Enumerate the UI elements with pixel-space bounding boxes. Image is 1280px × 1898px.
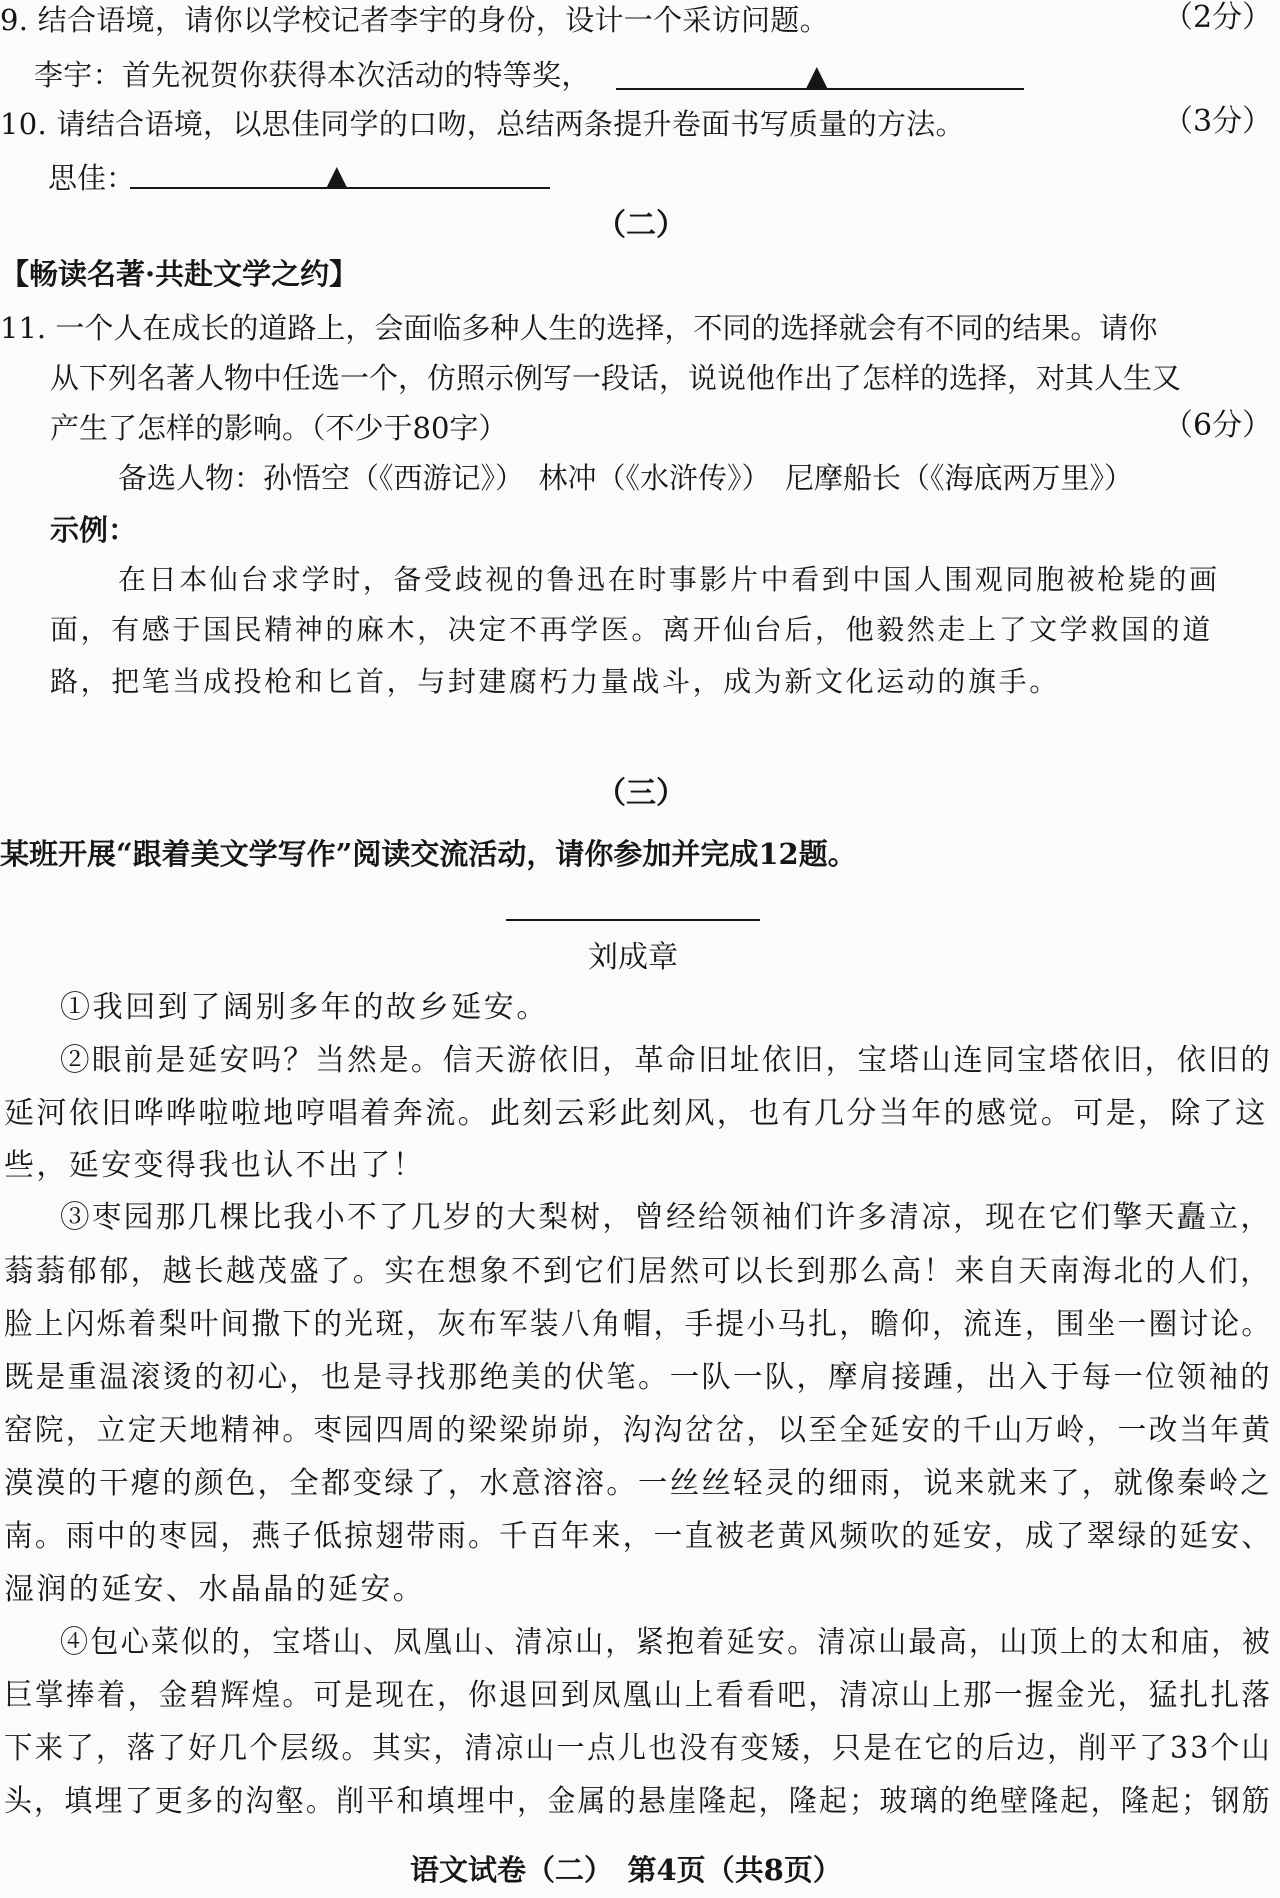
passage-line-9: 窑院，立定天地精神。枣园四周的梁梁峁峁，沟沟岔岔，以至全延安的千山万岭，一改当年黄 <box>4 1413 1273 1448</box>
passage-line-3: 延河依旧哗哗啦啦地哼唱着奔流。此刻云彩此刻风，也有几分当年的感觉。可是，除了这 <box>4 1096 1268 1131</box>
q9-score: （2分） <box>1163 0 1273 35</box>
passage-line-7: 脸上闪烁着梨叶间撒下的光斑，灰布军装八角帽，手提小马扎，瞻仰，流连，围坐一圈讨论。 <box>4 1307 1273 1342</box>
q9-answer-prefix: 李宇：首先祝贺你获得本次活动的特等奖， <box>34 58 591 92</box>
q11-score: （6分） <box>1163 408 1273 443</box>
passage-line-10: 漠漠的干瘪的颜色，全都变绿了，水意溶溶。一丝丝轻灵的细雨，说来就来了，就像秦岭之 <box>4 1466 1273 1501</box>
q9-marker-icon: ▲ <box>806 59 828 92</box>
passage-line-12: 湿润的延安、水晶晶的延安。 <box>4 1572 426 1607</box>
passage-line-8: 既是重温滚烫的初心，也是寻找那绝美的伏笔。一队一队，摩肩接踵，出入于每一位领袖的 <box>4 1360 1273 1395</box>
passage-line-14: 巨掌捧着，金碧辉煌。可是现在，你退回到凤凰山上看看吧，清凉山上那一握金光，猛扎扎落 <box>4 1678 1273 1713</box>
q10-score: （3分） <box>1163 104 1273 139</box>
passage-line-11: 南。雨中的枣园，燕子低掠翅带雨。千百年来，一直被老黄风频吹的延安，成了翠绿的延安、 <box>4 1519 1273 1554</box>
q11-example-label: 示例： <box>50 513 138 547</box>
passage-line-13: ④包心菜似的，宝塔山、凤凰山、清凉山，紧抱着延安。清凉山最高，山顶上的太和庙，被 <box>60 1625 1273 1660</box>
passage-line-1: ①我回到了阔别多年的故乡延安。 <box>60 990 549 1025</box>
q10-prompt: 10. 请结合语境，以思佳同学的口吻，总结两条提升卷面书写质量的方法。 <box>0 107 965 141</box>
q11-example-line-3: 路，把笔当成投枪和匕首，与封建腐朽力量战斗，成为新文化运动的旗手。 <box>50 665 1060 698</box>
q11-line-3: 产生了怎样的影响。（不少于80字） <box>50 411 508 445</box>
passage-author: 刘成章 <box>588 940 678 975</box>
section2-heading: （二） <box>596 208 686 243</box>
q9-prompt: 9. 结合语境，请你以学校记者李宇的身份，设计一个采访问题。 <box>0 3 829 37</box>
passage-line-5: ③枣园那几棵比我小不了几岁的大梨树，曾经给领袖们许多清凉，现在它们擎天矗立， <box>60 1200 1273 1235</box>
passage-line-15: 下来了，落了好几个层级。其实，清凉山一点儿也没有变矮，只是在它的后边，削平了33个山 <box>4 1731 1273 1766</box>
passage-line-16: 头，填埋了更多的沟壑。削平和填埋中，金属的悬崖隆起，隆起；玻璃的绝壁隆起，隆起；钢筋 <box>4 1784 1272 1819</box>
q10-marker-icon: ▲ <box>326 159 348 192</box>
passage-line-4: 些，延安变得我也认不出了！ <box>4 1148 426 1183</box>
passage-line-6: 蓊蓊郁郁，越长越茂盛了。实在想象不到它们居然可以长到那么高！来自天南海北的人们， <box>4 1254 1273 1289</box>
q10-answer-prefix: 思佳： <box>48 161 136 195</box>
q11-example-line-1: 在日本仙台求学时，备受歧视的鲁迅在时事影片中看到中国人围观同胞被枪毙的画 <box>118 563 1220 596</box>
section3-heading: （三） <box>596 776 686 811</box>
q11-candidates: 备选人物：孙悟空（《西游记》） 林冲（《水浒传》） 尼摩船长（《海底两万里》） <box>118 461 1134 495</box>
section3-intro: 某班开展“跟着美文学写作”阅读交流活动，请你参加并完成12题。 <box>0 837 857 871</box>
section2-topic: 【畅读名著·共赴文学之约】 <box>0 257 359 291</box>
q11-example-line-2: 面，有感于国民精神的麻木，决定不再学医。离开仙台后，他毅然走上了文学救国的道 <box>50 613 1213 646</box>
passage-line-2: ②眼前是延安吗？当然是。信天游依旧，革命旧址依旧，宝塔山连同宝塔依旧，依旧的 <box>60 1043 1273 1078</box>
q11-line-1: 11. 一个人在成长的道路上，会面临多种人生的选择，不同的选择就会有不同的结果。请你 <box>0 311 1158 345</box>
page-footer: 语文试卷（二） 第4页（共8页） <box>410 1853 842 1887</box>
passage-title-blank <box>506 919 760 921</box>
q11-line-2: 从下列名著人物中任选一个，仿照示例写一段话，说说他作出了怎样的选择，对其人生又 <box>50 361 1182 395</box>
